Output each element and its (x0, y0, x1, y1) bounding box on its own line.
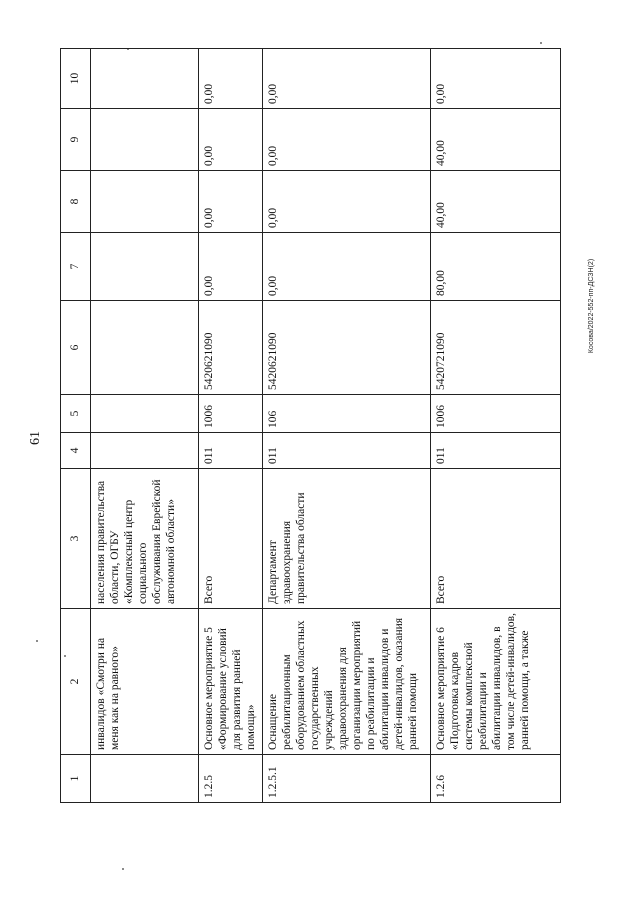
amount-cell: 0,00 (263, 171, 431, 233)
amount-cell (91, 171, 199, 233)
budget-table (60, 48, 561, 803)
table-row (263, 49, 431, 803)
row-number-cell: 1.2.5 (199, 755, 263, 803)
row-number-cell: 1.2.6 (431, 755, 561, 803)
activity-name-cell: Оснащение реабилитационным оборудованием областных государственных учреждений здравоохранения для организации мероприятий по реабилитации и абилитации инвалидов и детей-инвалидов, оказания ранней помощи (263, 609, 431, 755)
amount-cell: 0,00 (199, 233, 263, 301)
executor-cell: Всего (199, 469, 263, 609)
code-cell: 106 (263, 395, 431, 433)
amount-cell: 0,00 (199, 49, 263, 109)
header-cell: 9 (61, 109, 91, 171)
code-cell: 5420621090 (199, 301, 263, 395)
executor-cell: Всего (431, 469, 561, 609)
header-cell: 1 (61, 755, 91, 803)
table-row (91, 49, 199, 803)
activity-name-cell: Основное мероприятие 6 «Подготовка кадров системы комплексной реабилитации и абилитации инвалидов, в том числе детей-инвалидов, ранней помощи, а также (431, 609, 561, 755)
row-number-cell: 1.2.5.1 (263, 755, 431, 803)
header-cell: 10 (61, 49, 91, 109)
amount-cell: 0,00 (199, 171, 263, 233)
activity-name-cell: Основное мероприятие 5 «Формирование условий для развития ранней помощи» (199, 609, 263, 755)
page-number: 61 (28, 431, 43, 445)
code-cell: 5420621090 (263, 301, 431, 395)
amount-cell: 80,00 (431, 233, 561, 301)
amount-cell (91, 109, 199, 171)
header-cell: 2 (61, 609, 91, 755)
code-cell: 011 (199, 433, 263, 469)
header-cell: 8 (61, 171, 91, 233)
document-code: Косова/2022-552-пп-ДСЗН(2) (588, 258, 595, 354)
executor-cell: населения правительства области, ОГБУ «Комплексный центр социального обслуживания Еврейской автономной области» (91, 469, 199, 609)
code-cell: 1006 (431, 395, 561, 433)
amount-cell: 0,00 (199, 109, 263, 171)
executor-cell: Департамент здравоохранения правительства области (263, 469, 431, 609)
code-cell (91, 433, 199, 469)
table-row (431, 49, 561, 803)
amount-cell: 0,00 (431, 49, 561, 109)
activity-name-cell: инвалидов «Смотри на меня как на равного» (91, 609, 199, 755)
table-row (199, 49, 263, 803)
amount-cell: 40,00 (431, 109, 561, 171)
rotated-table-container (60, 49, 560, 803)
header-cell: 7 (61, 233, 91, 301)
amount-cell: 0,00 (263, 233, 431, 301)
amount-cell: 40,00 (431, 171, 561, 233)
code-cell: 011 (263, 433, 431, 469)
code-cell: 5420721090 (431, 301, 561, 395)
code-cell (91, 395, 199, 433)
code-cell (91, 301, 199, 395)
amount-cell (91, 233, 199, 301)
amount-cell: 0,00 (263, 49, 431, 109)
header-cell: 6 (61, 301, 91, 395)
row-number-cell (91, 755, 199, 803)
amount-cell: 0,00 (263, 109, 431, 171)
header-cell: 4 (61, 433, 91, 469)
header-cell: 3 (61, 469, 91, 609)
amount-cell (91, 49, 199, 109)
header-row (61, 49, 91, 803)
code-cell: 011 (431, 433, 561, 469)
header-cell: 5 (61, 395, 91, 433)
code-cell: 1006 (199, 395, 263, 433)
